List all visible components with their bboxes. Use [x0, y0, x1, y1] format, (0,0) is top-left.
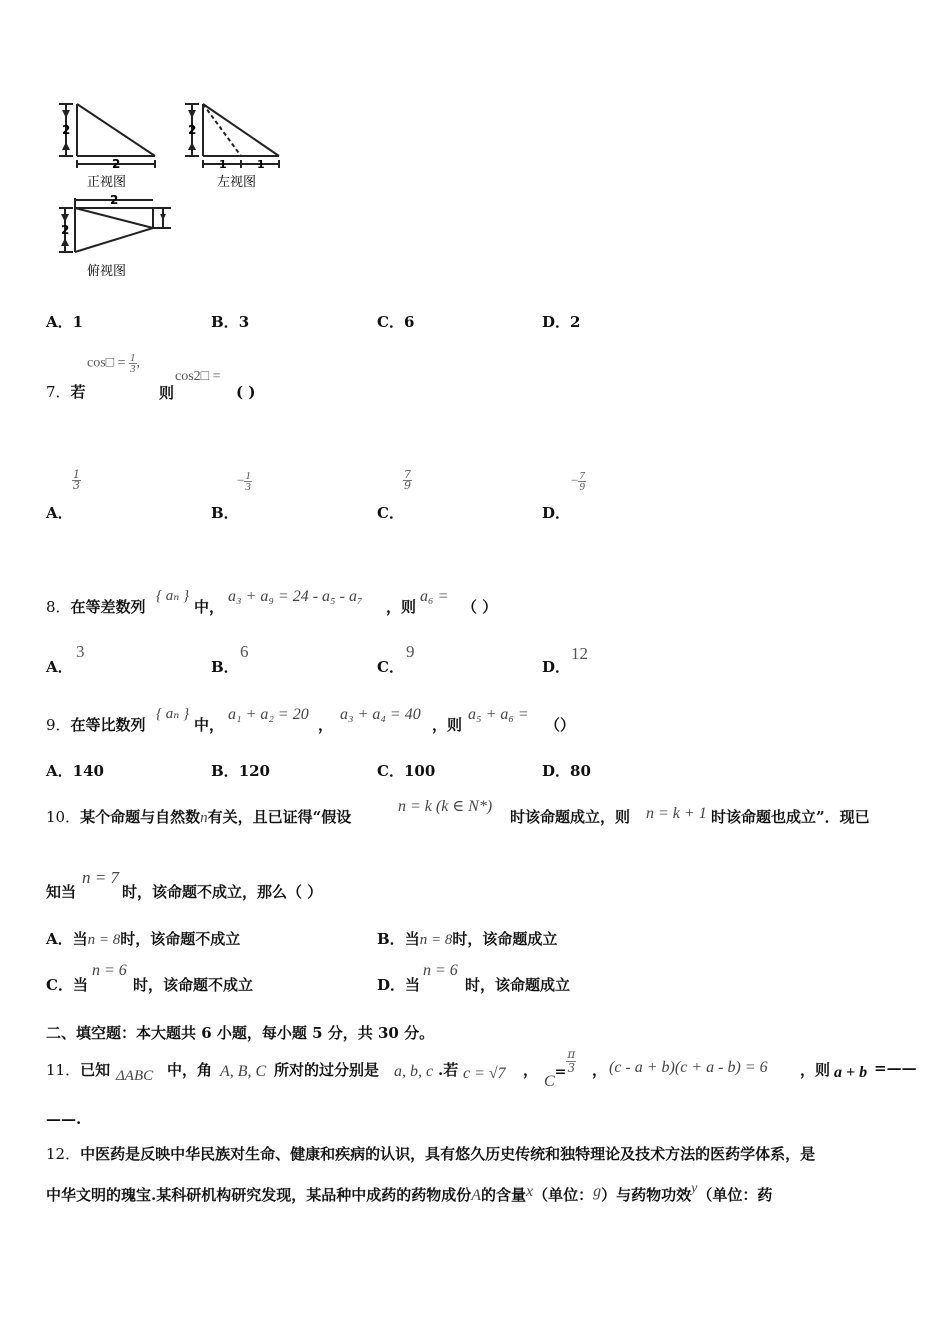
- q8-option-c: C．: [377, 658, 404, 676]
- q10-option-b: B．当n = 8时，该命题成立: [377, 930, 558, 948]
- front-width-label: 2: [112, 157, 121, 171]
- three-view-drawing: [45, 98, 290, 284]
- q9-paren: （）: [545, 716, 576, 734]
- q11-triangle: ΔABC: [116, 1068, 154, 1084]
- q10-line2-b: 时，该命题不成立，那么（ ）: [122, 883, 323, 901]
- q10-condition-2: n = k + 1: [646, 805, 707, 822]
- q9-option-b: B．120: [211, 762, 270, 780]
- q8-option-d: D．: [542, 658, 571, 676]
- q11-text-ruo: .若: [438, 1061, 459, 1079]
- q10-option-c-post: 时，该命题不成立: [133, 976, 254, 994]
- three-view-figure: [45, 98, 290, 284]
- q11-comma-1: ，: [523, 1061, 539, 1079]
- q10-option-d-math: n = 6: [423, 962, 458, 979]
- q9-option-d: D．80: [542, 762, 591, 780]
- q7-condition: cos□ = $\frac{1}{3}$ ,: [87, 352, 141, 375]
- q9-text-ze: ，则: [432, 716, 463, 734]
- q8-option-d-value: 12: [571, 644, 588, 663]
- q7-option-c: C．: [377, 504, 404, 522]
- q9-text-zhong: 中，: [194, 716, 225, 734]
- side-height-label: 2: [188, 123, 197, 137]
- q7-target: cos2□ =: [175, 369, 221, 384]
- q7-option-a: A．: [46, 504, 73, 522]
- q6-option-a: A．1: [46, 313, 84, 331]
- q7-paren: ( ): [236, 383, 256, 401]
- q12-line2: 中华文明的瑰宝.某科研机构研究发现，某品种中成药的药物成份A的含量x（单位：g）与药物功效y（单位：药: [46, 1181, 773, 1204]
- q11-c-value: c = √7: [463, 1065, 506, 1082]
- q8-option-a-value: 3: [76, 642, 85, 661]
- q7-then: 则: [159, 384, 175, 402]
- q11-text-sides: 所对的过分别是: [274, 1061, 380, 1079]
- front-view-label: 正视图: [87, 175, 127, 190]
- q8-stem: 8．在等差数列: [46, 598, 146, 616]
- q7-option-d-value: − $\frac{7}{9}$: [571, 470, 585, 493]
- q10-option-a: A．当n = 8时，该命题不成立: [46, 930, 241, 948]
- q6-option-b: B．3: [211, 313, 250, 331]
- q11-answer-expr: a + b: [834, 1064, 868, 1081]
- q9-stem: 9．在等比数列: [46, 716, 146, 734]
- q10-stem-line1: 10．某个命题与自然数n有关，且已证得“假设: [46, 808, 352, 826]
- section-heading: 二、填空题：本大题共 6 小题，每小题 5 分，共 30 分。: [46, 1024, 435, 1042]
- q11-angle-C: C= $\frac{\pi}{3}$: [544, 1047, 576, 1090]
- q11-blank: =——: [874, 1059, 917, 1077]
- q7-stem: 7．若: [46, 383, 86, 401]
- q8-text-ze: ，则: [386, 598, 417, 616]
- q11-sides: a, b, c: [394, 1063, 434, 1080]
- q8-sequence: { aₙ }: [156, 588, 190, 604]
- top-width-label: 2: [110, 193, 119, 207]
- side-view-label: 左视图: [217, 175, 257, 190]
- q9-condition-1: a₁ + a₂ = 20: [228, 706, 309, 723]
- q10-option-d-post: 时，该命题成立: [465, 976, 571, 994]
- q12-line1: 12．中医药是反映中华民族对生命、健康和疾病的认识，具有悠久历史传统和独特理论及技术方法的医药学体系，是: [46, 1145, 816, 1163]
- q9-target: a₅ + a₆ =: [468, 706, 529, 723]
- q9-option-a: A．140: [46, 762, 104, 780]
- q10-option-c: C．当: [46, 976, 88, 994]
- q8-option-b-value: 6: [240, 642, 249, 661]
- q7-option-d: D．: [542, 504, 571, 522]
- q7-option-c-value: $\frac{7}{9}$: [404, 468, 411, 492]
- top-height-label: 2: [61, 223, 70, 237]
- q9-option-c: C．100: [377, 762, 436, 780]
- q10-line2-a: 知当: [46, 883, 77, 901]
- q8-paren: （ ）: [462, 598, 498, 616]
- q8-target: a₆ =: [420, 588, 449, 605]
- q8-option-b: B．: [211, 658, 239, 676]
- q9-separator: ，: [318, 716, 334, 734]
- q11-stem: 11．已知: [46, 1061, 111, 1079]
- q7-option-a-value: $\frac{1}{3}$: [73, 468, 80, 492]
- top-view-label: 俯视图: [87, 264, 127, 279]
- q8-option-a: A．: [46, 658, 73, 676]
- q8-text-zhong: 中，: [194, 598, 225, 616]
- q8-option-c-value: 9: [406, 642, 415, 661]
- q11-comma-2: ，: [592, 1061, 608, 1079]
- q11-text-ze: ，则: [800, 1061, 831, 1079]
- q11-blank-cont: ——.: [46, 1110, 82, 1128]
- q9-condition-2: a₃ + a₄ = 40: [340, 706, 421, 723]
- q10-option-d: D．当: [377, 976, 421, 994]
- q6-option-c: C．6: [377, 313, 415, 331]
- q11-condition: (c - a + b)(c + a - b) = 6: [609, 1059, 768, 1076]
- side-right-label: 1: [257, 158, 265, 171]
- q10-option-c-math: n = 6: [92, 962, 127, 979]
- q7-option-b-value: − $\frac{1}{3}$: [237, 470, 251, 493]
- q10-condition: n = k (k ∈ N*): [398, 798, 493, 815]
- q10-line2-math: n = 7: [82, 868, 119, 887]
- side-left-label: 1: [219, 158, 227, 171]
- q8-condition: a₃ + a₉ = 24 - a₅ - a₇: [228, 588, 363, 605]
- q11-text-jiao: 中，角: [167, 1061, 213, 1079]
- q6-option-d: D．2: [542, 313, 581, 331]
- q10-text-end: 时该命题也成立”．现已: [711, 808, 870, 826]
- q9-sequence: { aₙ }: [156, 706, 190, 722]
- q10-text-mid: 时该命题成立，则: [510, 808, 631, 826]
- front-height-label: 2: [62, 123, 71, 137]
- q11-angles: A, B, C: [220, 1063, 267, 1080]
- q7-option-b: B．: [211, 504, 239, 522]
